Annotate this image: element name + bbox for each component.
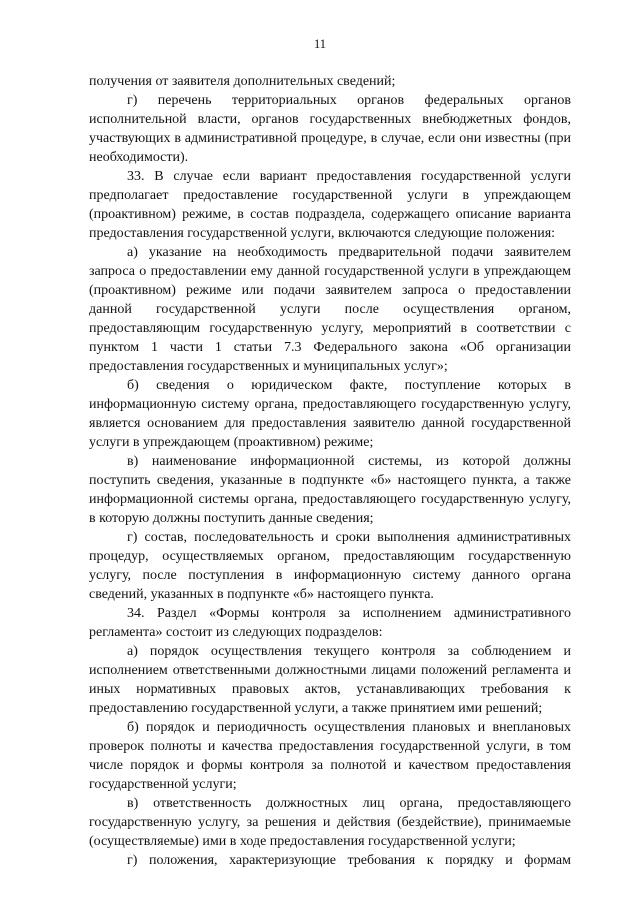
paragraph-33: 33. В случае если вариант предоставления государственной услуги предполагает предоставление государственной услуги в упреждающем (проактивном) режиме, в состав подраздела, содержащего описание варианта предоставления государственной услуги, включаются следующие положения: [89, 169, 571, 241]
paragraph-continuation: получения от заявителя дополнительных сведений; [89, 74, 396, 89]
page-number: 11 [313, 37, 327, 51]
paragraph-33-item-g: г) состав, последовательность и сроки выполнения административных процедур, осуществляемых органом, предоставляющим государственную услугу, после поступления в информационную систему данного органа сведений, указанных в подпункте «б» настоящего пункта. [89, 530, 571, 602]
paragraph-34-item-v: в) ответственность должностных лиц органа, предоставляющего государственную услугу, за решения и действия (бездействие), принимаемые (осуществляемые) ими в ходе предоставления государственной услуги; [89, 796, 571, 849]
paragraph-33-item-b: б) сведения о юридическом факте, поступление которых в информационную систему органа, предоставляющего государственную услугу, является основанием для предоставления заявителю данной государственной услуги в упреждающем (проактивном) режиме; [89, 378, 571, 450]
document-body [89, 72, 571, 870]
paragraph-33-item-v: в) наименование информационной системы, из которой должны поступить сведения, указанные в подпункте «б» настоящего пункта, а также информационной системы органа, предоставляющего государственную услугу, в которую должны поступить данные сведения; [89, 454, 571, 526]
paragraph-item-g-territorial-bodies: г) перечень территориальных органов федеральных органов исполнительной власти, органов государственных внебюджетных фондов, участвующих в административной процедуре, в случае, если они известны (при необходимости). [89, 93, 571, 165]
paragraph-34: 34. Раздел «Формы контроля за исполнением административного регламента» состоит из следующих подразделов: [89, 606, 571, 640]
paragraph-33-item-a: а) указание на необходимость предварительной подачи заявителем запроса о предоставлении ему данной государственной услуги в упреждающем (проактивном) режиме или подачи заявителем запроса о предоставлении данной государственной услуги после осуществления органом, предоставляющим государственную услугу, мероприятий в соответствии с пунктом 1 части 1 статьи 7.3 Федерального закона «Об организации предоставления государственных и муниципальных услуг»; [89, 245, 571, 374]
paragraph-34-item-g: г) положения, характеризующие требования к порядку и формам [127, 853, 571, 868]
paragraph-34-item-b: б) порядок и периодичность осуществления плановых и внеплановых проверок полноты и качества предоставления государственной услуги, в том числе порядок и формы контроля за полнотой и качеством предоставления государственной услуги; [89, 720, 571, 792]
paragraph-34-item-a: а) порядок осуществления текущего контроля за соблюдением и исполнением ответственными должностными лицами положений регламента и иных нормативных правовых актов, устанавливающих требования к предоставлению государственной услуги, а также принятием ими решений; [89, 644, 571, 716]
